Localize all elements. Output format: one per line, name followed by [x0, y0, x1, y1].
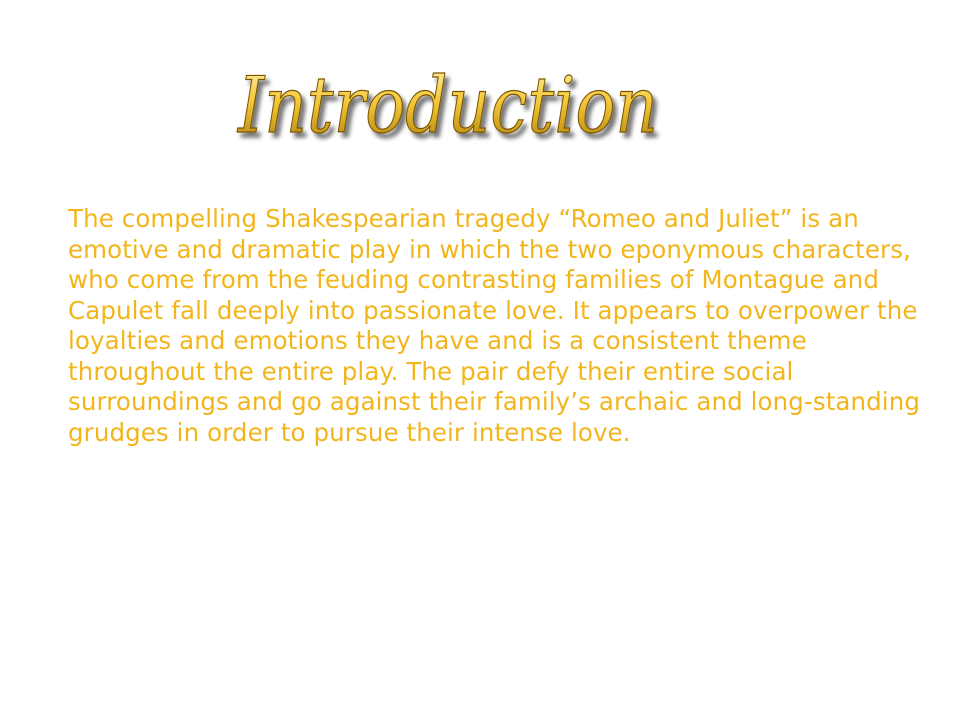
title-graphic: [230, 40, 670, 160]
intro-paragraph: The compelling Shakespearian tragedy “Romeo and Juliet” is an emotive and dramatic play in which the two eponymous characters, who come from the feuding contrasting families of Montague and Capulet fall deeply into passionate love. It appears to overpower the loyalties and emotions they have and is a consistent theme throughout the entire play. The pair defy their entire social surroundings and go against their family’s archaic and long-standing grudges in order to pursue their intense love.: [68, 204, 920, 447]
title-text: Introduction: [236, 61, 658, 151]
slide-title: [230, 40, 670, 160]
